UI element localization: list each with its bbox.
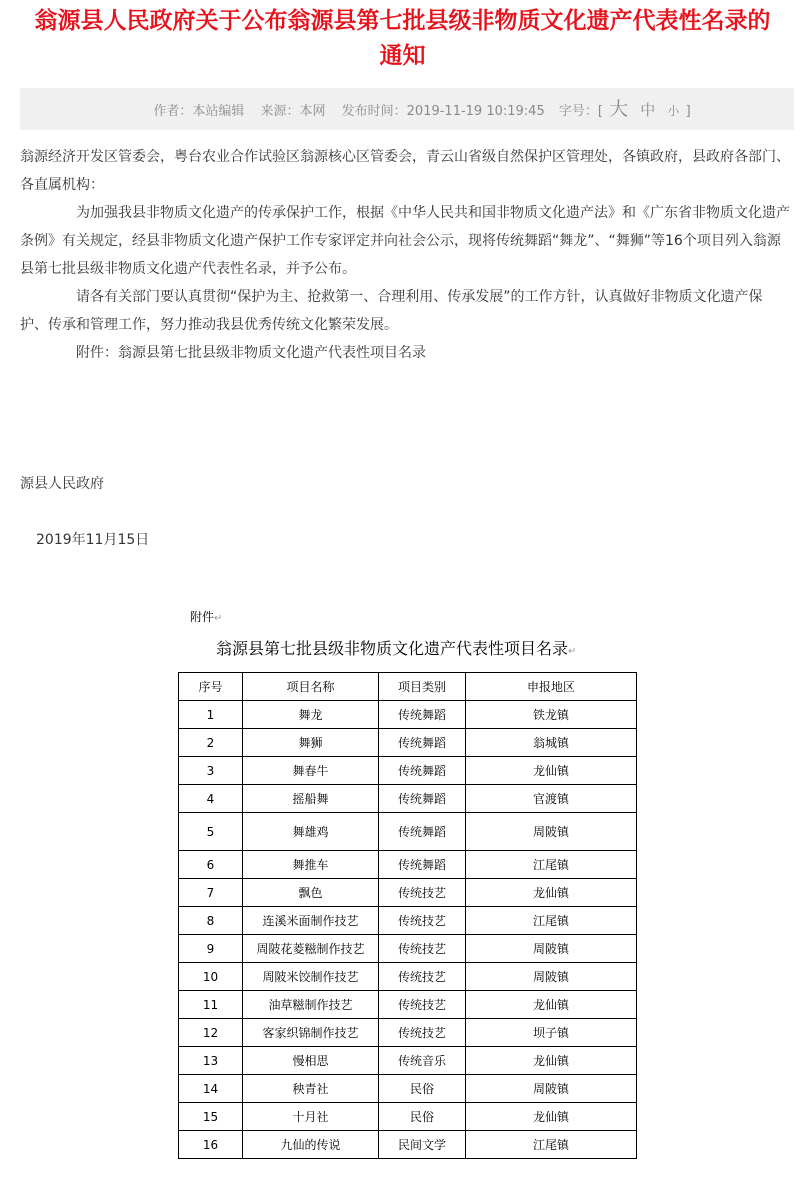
cell-project-name: 摇船舞 bbox=[243, 785, 379, 813]
cell-region: 龙仙镇 bbox=[466, 991, 637, 1019]
table-row bbox=[179, 879, 637, 907]
cell-category: 传统舞蹈 bbox=[379, 785, 466, 813]
cell-region: 周陂镇 bbox=[466, 1075, 637, 1103]
cell-category: 传统舞蹈 bbox=[379, 757, 466, 785]
cell-project-name: 连溪米面制作技艺 bbox=[243, 907, 379, 935]
cell-category: 传统技艺 bbox=[379, 935, 466, 963]
cell-region: 龙仙镇 bbox=[466, 1103, 637, 1131]
table-row bbox=[179, 1103, 637, 1131]
attachment-label-text: 附件 bbox=[190, 610, 215, 624]
cell-region: 周陂镇 bbox=[466, 935, 637, 963]
font-size-control bbox=[558, 98, 691, 120]
cell-category: 传统舞蹈 bbox=[379, 851, 466, 879]
sign-date: 2019年11月15日 bbox=[36, 532, 150, 548]
attachment-table-title bbox=[216, 637, 576, 664]
font-size-bracket-close: ] bbox=[685, 104, 691, 119]
table-row bbox=[179, 1131, 637, 1159]
author-label: 作者：本站编辑 bbox=[153, 104, 245, 119]
heritage-list-table bbox=[178, 672, 637, 1159]
paragraph-mark-icon: ↵ bbox=[568, 646, 577, 657]
cell-index: 16 bbox=[179, 1131, 243, 1159]
table-row bbox=[179, 701, 637, 729]
cell-index: 15 bbox=[179, 1103, 243, 1131]
cell-category: 传统技艺 bbox=[379, 1019, 466, 1047]
table-row bbox=[179, 757, 637, 785]
cell-category: 传统舞蹈 bbox=[379, 729, 466, 757]
paragraph-mark-icon: ↵ bbox=[214, 613, 223, 624]
cell-region: 坝子镇 bbox=[466, 1019, 637, 1047]
article-title bbox=[0, 4, 805, 74]
cell-project-name: 九仙的传说 bbox=[243, 1131, 379, 1159]
recipients-paragraph: 翁源经济开发区管委会，粤台农业合作试验区翁源核心区管委会，青云山省级自然保护区管理处，各镇政府，县政府各部门、各直属机构： bbox=[20, 149, 790, 193]
cell-project-name: 舞狮 bbox=[243, 729, 379, 757]
cell-project-name: 舞雄鸡 bbox=[243, 813, 379, 851]
cell-index: 14 bbox=[179, 1075, 243, 1103]
attachment-table-title-text: 翁源县第七批县级非物质文化遗产代表性项目名录 bbox=[216, 639, 569, 658]
cell-region: 翁城镇 bbox=[466, 729, 637, 757]
cell-project-name: 周陂米饺制作技艺 bbox=[243, 963, 379, 991]
cell-index: 4 bbox=[179, 785, 243, 813]
table-row bbox=[179, 785, 637, 813]
cell-index: 5 bbox=[179, 813, 243, 851]
cell-category: 民间文学 bbox=[379, 1131, 466, 1159]
font-size-large-button[interactable]: 大 bbox=[609, 98, 629, 120]
header-category: 项目类别 bbox=[379, 673, 466, 701]
cell-index: 9 bbox=[179, 935, 243, 963]
cell-category: 传统技艺 bbox=[379, 963, 466, 991]
cell-index: 2 bbox=[179, 729, 243, 757]
cell-region: 官渡镇 bbox=[466, 785, 637, 813]
cell-category: 传统技艺 bbox=[379, 991, 466, 1019]
table-body bbox=[179, 701, 637, 1159]
cell-category: 传统技艺 bbox=[379, 907, 466, 935]
table-row bbox=[179, 1019, 637, 1047]
cell-project-name: 客家织锦制作技艺 bbox=[243, 1019, 379, 1047]
body-paragraph-1: 为加强我县非物质文化遗产的传承保护工作，根据《中华人民共和国非物质文化遗产法》和《广东省非物质文化遗产条例》有关规定，经县非物质文化遗产保护工作专家评定并向社会公示，现将传统舞蹈“舞龙”、“舞狮”等16个项目列入翁源县第七批县级非物质文化遗产代表性名录，并予公布。 bbox=[20, 205, 790, 277]
cell-category: 传统舞蹈 bbox=[379, 701, 466, 729]
cell-category: 传统音乐 bbox=[379, 1047, 466, 1075]
cell-index: 13 bbox=[179, 1047, 243, 1075]
cell-project-name: 慢相思 bbox=[243, 1047, 379, 1075]
font-size-medium-button[interactable]: 中 bbox=[640, 101, 656, 119]
table-row bbox=[179, 935, 637, 963]
article-title-line2: 通知 bbox=[379, 43, 426, 69]
signer: 源县人民政府 bbox=[20, 476, 104, 492]
publish-time: 发布时间：2019-11-19 10:19:45 bbox=[341, 104, 545, 119]
cell-project-name: 油草糍制作技艺 bbox=[243, 991, 379, 1019]
table-row bbox=[179, 729, 637, 757]
cell-project-name: 舞推车 bbox=[243, 851, 379, 879]
cell-category: 民俗 bbox=[379, 1103, 466, 1131]
article-body bbox=[20, 143, 790, 367]
cell-index: 6 bbox=[179, 851, 243, 879]
cell-region: 龙仙镇 bbox=[466, 1047, 637, 1075]
cell-category: 传统舞蹈 bbox=[379, 813, 466, 851]
attachment-line: 附件：翁源县第七批县级非物质文化遗产代表性项目名录 bbox=[76, 345, 426, 361]
body-paragraph-2: 请各有关部门要认真贯彻“保护为主、抢救第一、合理利用、传承发展”的工作方针，认真做好非物质文化遗产保护、传承和管理工作，努力推动我县优秀传统文化繁荣发展。 bbox=[20, 289, 763, 333]
table-row bbox=[179, 851, 637, 879]
header-region: 申报地区 bbox=[466, 673, 637, 701]
table-row bbox=[179, 813, 637, 851]
font-size-small-button[interactable]: 小 bbox=[667, 104, 680, 118]
cell-index: 10 bbox=[179, 963, 243, 991]
cell-region: 周陂镇 bbox=[466, 963, 637, 991]
article-title-line1: 翁源县人民政府关于公布翁源县第七批县级非物质文化遗产代表性名录的 bbox=[34, 8, 771, 34]
cell-category: 民俗 bbox=[379, 1075, 466, 1103]
article-meta-bar bbox=[20, 88, 794, 130]
table-row bbox=[179, 963, 637, 991]
cell-region: 龙仙镇 bbox=[466, 879, 637, 907]
cell-region: 江尾镇 bbox=[466, 1131, 637, 1159]
cell-region: 龙仙镇 bbox=[466, 757, 637, 785]
cell-index: 1 bbox=[179, 701, 243, 729]
cell-index: 7 bbox=[179, 879, 243, 907]
font-size-label: 字号：[ bbox=[558, 104, 603, 119]
cell-category: 传统技艺 bbox=[379, 879, 466, 907]
cell-region: 江尾镇 bbox=[466, 907, 637, 935]
cell-region: 江尾镇 bbox=[466, 851, 637, 879]
cell-project-name: 秧青社 bbox=[243, 1075, 379, 1103]
table-row bbox=[179, 1075, 637, 1103]
cell-region: 周陂镇 bbox=[466, 813, 637, 851]
cell-region: 铁龙镇 bbox=[466, 701, 637, 729]
table-row bbox=[179, 991, 637, 1019]
header-project-name: 项目名称 bbox=[243, 673, 379, 701]
table-header-row bbox=[179, 673, 637, 701]
cell-project-name: 周陂花菱糍制作技艺 bbox=[243, 935, 379, 963]
table-row bbox=[179, 907, 637, 935]
cell-project-name: 舞龙 bbox=[243, 701, 379, 729]
cell-project-name: 飘色 bbox=[243, 879, 379, 907]
cell-index: 11 bbox=[179, 991, 243, 1019]
cell-index: 8 bbox=[179, 907, 243, 935]
attachment-label bbox=[190, 607, 222, 629]
cell-index: 3 bbox=[179, 757, 243, 785]
header-index: 序号 bbox=[179, 673, 243, 701]
cell-index: 12 bbox=[179, 1019, 243, 1047]
cell-project-name: 舞春牛 bbox=[243, 757, 379, 785]
cell-project-name: 十月社 bbox=[243, 1103, 379, 1131]
table-row bbox=[179, 1047, 637, 1075]
source-label: 来源：本网 bbox=[260, 104, 326, 119]
